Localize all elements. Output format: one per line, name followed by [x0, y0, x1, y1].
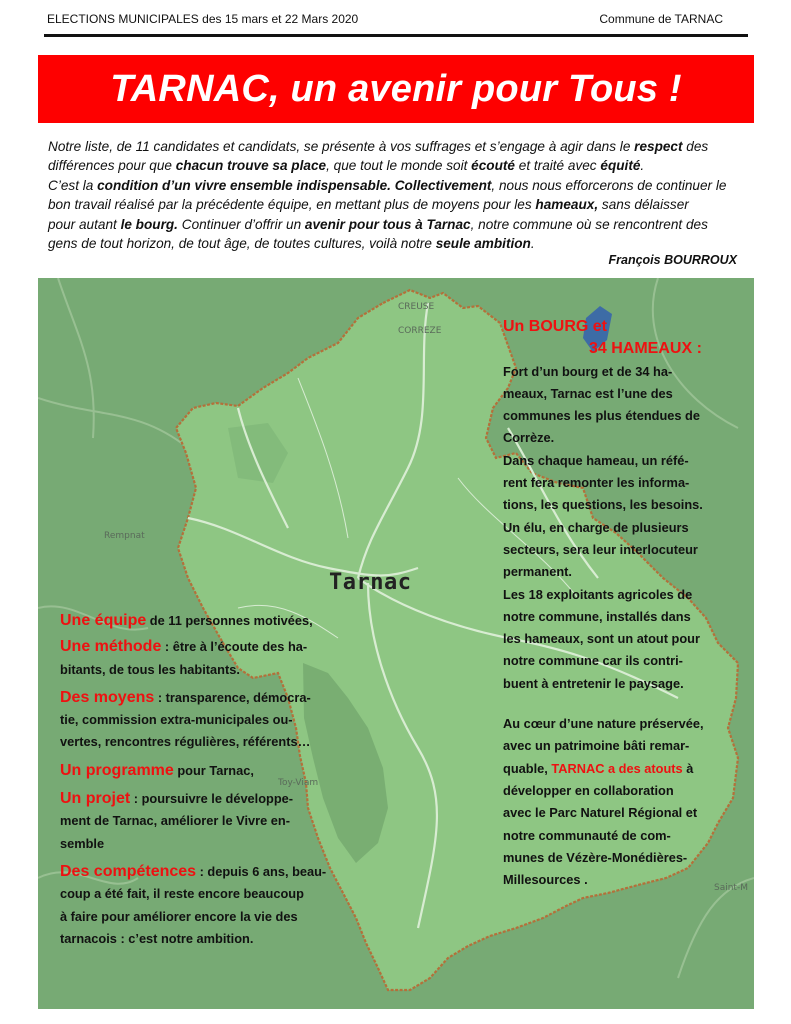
right-text-10: permanent. [503, 564, 572, 580]
page-title: TARNAC, un avenir pour Tous ! [110, 67, 682, 110]
atouts-highlight: TARNAC a des atouts [551, 760, 683, 776]
competences-line-1: Des compétences : depuis 6 ans, beau- [60, 862, 327, 880]
intro-line-5: pour autant le bourg. Continuer d’offrir un avenir pour tous à Tarnac, notre commune où se rencontrent des [48, 216, 708, 232]
header-divider [44, 34, 748, 37]
map-label-toy-viam: Toy-Viam [278, 778, 319, 788]
right-text-8: Un élu, en charge de plusieurs [503, 519, 689, 535]
right-text-12: notre commune, installés dans [503, 608, 691, 624]
intro-line-6: gens de tout horizon, de tout âge, de toutes cultures, voilà notre seule ambition. [48, 236, 535, 252]
methode-heading: Une méthode [60, 638, 162, 656]
commune-map [38, 278, 754, 1009]
right-text-p2-5: avec le Parc Naturel Régional et [503, 805, 698, 821]
equipe-heading: Une équipe [60, 612, 147, 629]
projet-line-3: semble [60, 835, 105, 851]
intro-line-1: Notre liste, de 11 candidates et candidats, se présente à vos suffrages et s’engage à agir dans le respect des [48, 139, 709, 154]
right-text-p2-6: notre communauté de com- [503, 827, 671, 843]
right-text-p2-2: avec un patrimoine bâti remar- [503, 738, 690, 754]
right-text-13: les hameaux, sont un atout pour [503, 631, 700, 647]
right-text-p2-8: Millesources . [503, 872, 588, 888]
intro-line-3: C’est la condition d’un vivre ensemble indispensable. Collectivement, nous nous efforcerons de continuer le [48, 177, 727, 193]
intro-line-2: différences pour que chacun trouve sa place, que tout le monde soit écouté et traité avec équité. [48, 158, 645, 174]
competences-line-2: coup a été fait, il reste encore beaucoup [60, 886, 304, 902]
right-text-5: Dans chaque hameau, un réfé- [503, 452, 689, 468]
right-text-15: buent à entretenir le paysage. [503, 675, 684, 691]
right-text-9: secteurs, sera leur interlocuteur [503, 541, 698, 557]
right-title-line-2: 34 HAMEAUX : [589, 340, 702, 358]
right-text-4: Corrèze. [503, 430, 555, 446]
intro-line-4: bon travail réalisé par la précédente équipe, en mettant plus de moyens pour les hameaux, sans délaisser [48, 197, 689, 213]
right-text-1: Fort d’un bourg et de 34 ha- [503, 363, 673, 379]
methode-line-1: Une méthode : être à l’écoute des ha- [60, 638, 308, 656]
map-town-label: Tarnac [329, 570, 412, 595]
right-text-14: notre commune car ils contri- [503, 653, 683, 669]
moyens-line-2: tie, commission extra-municipales ou- [60, 712, 293, 728]
programme-heading: Un programme [60, 761, 174, 779]
competences-line-3: à faire pour améliorer encore la vie des [60, 908, 298, 924]
right-text-2: meaux, Tarnac est l’une des [503, 385, 673, 401]
right-text-p2-1: Au cœur d’une nature préservée, [503, 716, 704, 732]
header-commune: Commune de TARNAC [599, 12, 723, 26]
right-column [503, 316, 753, 891]
intro-paragraph [48, 137, 743, 253]
projet-line-1: Un projet : poursuivre le développe- [60, 790, 294, 808]
right-text-6: rent fera remonter les informa- [503, 475, 690, 491]
equipe-line: Une équipe de 11 personnes motivées, [60, 612, 313, 629]
right-text-p2-3: quable, TARNAC a des atouts à [503, 760, 694, 776]
map-label-creuse: CREUSE [398, 302, 435, 312]
right-text-11: Les 18 exploitants agricoles de [503, 586, 693, 602]
signature: François BOURROUX [608, 253, 737, 267]
map-label-rempnat: Rempnat [104, 531, 145, 541]
competences-line-4: tarnacois : c’est notre ambition. [60, 930, 254, 946]
right-text-3: communes les plus étendues de [503, 408, 700, 424]
right-title-line-1: Un BOURG et [503, 318, 607, 335]
right-text-p2-4: développer en collaboration [503, 782, 674, 798]
projet-line-2: ment de Tarnac, améliorer le Vivre en- [60, 813, 290, 829]
methode-line-2: bitants, de tous les habitants. [60, 661, 240, 677]
projet-heading: Un projet [60, 790, 131, 808]
left-column [60, 610, 340, 950]
moyens-line-3: vertes, rencontres régulières, référents… [60, 734, 311, 750]
competences-heading: Des compétences [60, 862, 197, 880]
right-text-p2-7: munes de Vézère-Monédières- [503, 849, 688, 865]
moyens-heading: Des moyens [60, 688, 155, 706]
programme-line: Un programme pour Tarnac, [60, 761, 254, 779]
header-election-dates: ELECTIONS MUNICIPALES des 15 mars et 22 Mars 2020 [47, 12, 359, 26]
map-label-saint-m: Saint-M [714, 883, 748, 893]
right-text-7: tions, les questions, les besoins. [503, 497, 703, 513]
title-banner [38, 55, 754, 123]
map-label-correze: CORREZE [398, 326, 442, 336]
moyens-line-1: Des moyens : transparence, démocra- [60, 688, 311, 706]
